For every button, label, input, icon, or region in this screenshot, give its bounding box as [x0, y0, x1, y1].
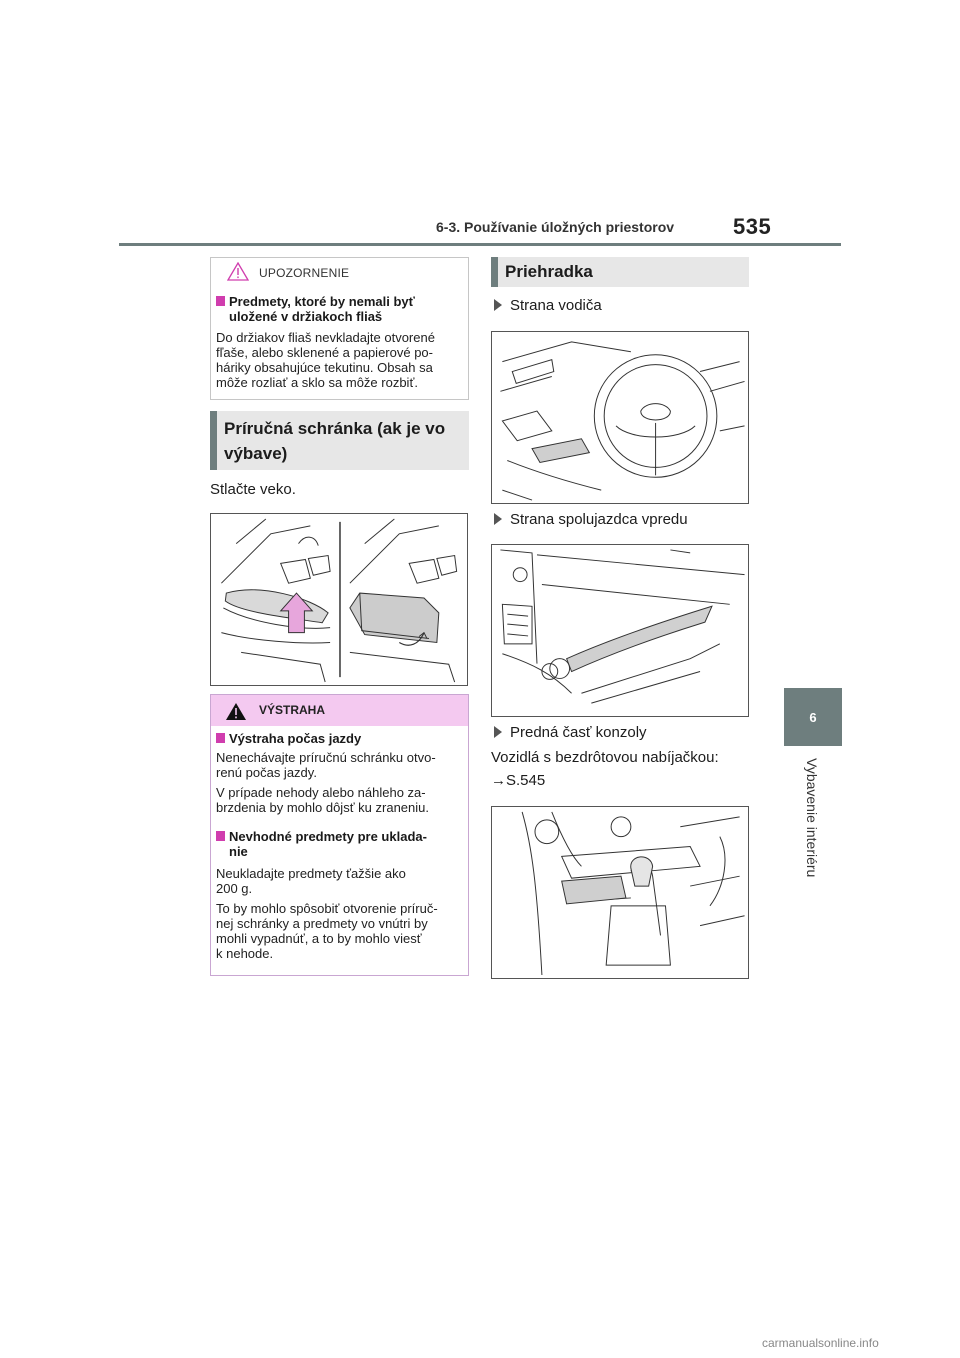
console-front-illustration	[491, 806, 749, 979]
header-rule	[119, 243, 841, 246]
warning-box	[210, 694, 469, 976]
caution-box	[210, 257, 469, 400]
warning-header	[211, 695, 468, 726]
warning-item2-text: Neukladajte predmety ťažšie ako 200 g. To by mohlo spôsobiť otvorenie príruč- nej schránky a predmety vo vnútri by mohli vypadnúť, a to by mohlo viesť k nehode.	[216, 866, 438, 961]
console-front-label: Predná časť konzoly	[494, 724, 647, 741]
arrow-bullet-icon	[494, 726, 502, 738]
glovebox-illustration	[210, 513, 468, 686]
chapter-number: 6	[809, 709, 817, 725]
warning-item2-title: Nevhodné predmety pre uklada- nie	[216, 829, 427, 859]
glovebox-heading: Príručná schránka (ak je vo výbave)	[210, 411, 469, 470]
page-number: 535	[733, 214, 772, 239]
warning-item1-title: Výstraha počas jazdy	[216, 731, 361, 746]
passenger-side-label: Strana spolujazdca vpredu	[494, 511, 688, 528]
passenger-side-illustration	[491, 544, 749, 717]
chapter-label: Vybavenie interiéru	[804, 758, 820, 878]
running-header-section: 6-3. Používanie úložných priestorov	[436, 219, 675, 235]
warning-title: VÝSTRAHA	[259, 703, 326, 717]
page-reference-link[interactable]: →S.545	[491, 772, 546, 789]
wireless-charger-note: Vozidlá s bezdrôtovou nabíjačkou:	[491, 749, 719, 766]
warning-triangle-icon	[225, 702, 247, 726]
square-bullet-icon	[216, 296, 225, 306]
chapter-tab[interactable]	[784, 688, 842, 746]
arrow-bullet-icon	[494, 513, 502, 525]
glovebox-instruction: Stlačte veko.	[210, 481, 296, 498]
caution-item-title: Predmety, ktoré by nemali byť uložené v držiakoch fliaš	[216, 294, 415, 324]
square-bullet-icon	[216, 733, 225, 743]
driver-side-illustration	[491, 331, 749, 504]
warning-item1-text: Nenechávajte príručnú schránku otvo- renú počas jazdy. V prípade nehody alebo náhleho za- brzdenia by mohlo dôjsť ku zraneniu.	[216, 750, 436, 815]
caution-header	[211, 258, 468, 284]
driver-side-label: Strana vodiča	[494, 297, 602, 314]
square-bullet-icon	[216, 831, 225, 841]
tray-heading: Priehradka	[491, 257, 749, 287]
watermark-url[interactable]: carmanualsonline.info	[762, 1336, 879, 1350]
caution-title: UPOZORNENIE	[259, 266, 350, 280]
arrow-bullet-icon	[494, 299, 502, 311]
caution-triangle-icon	[227, 262, 249, 286]
caution-text: Do držiakov fliaš nevkladajte otvorené fľaše, alebo sklenené a papierové po- háriky obsahujúce tekutinu. Obsah sa môže rozliať a sklo sa môže rozbiť.	[216, 330, 435, 390]
